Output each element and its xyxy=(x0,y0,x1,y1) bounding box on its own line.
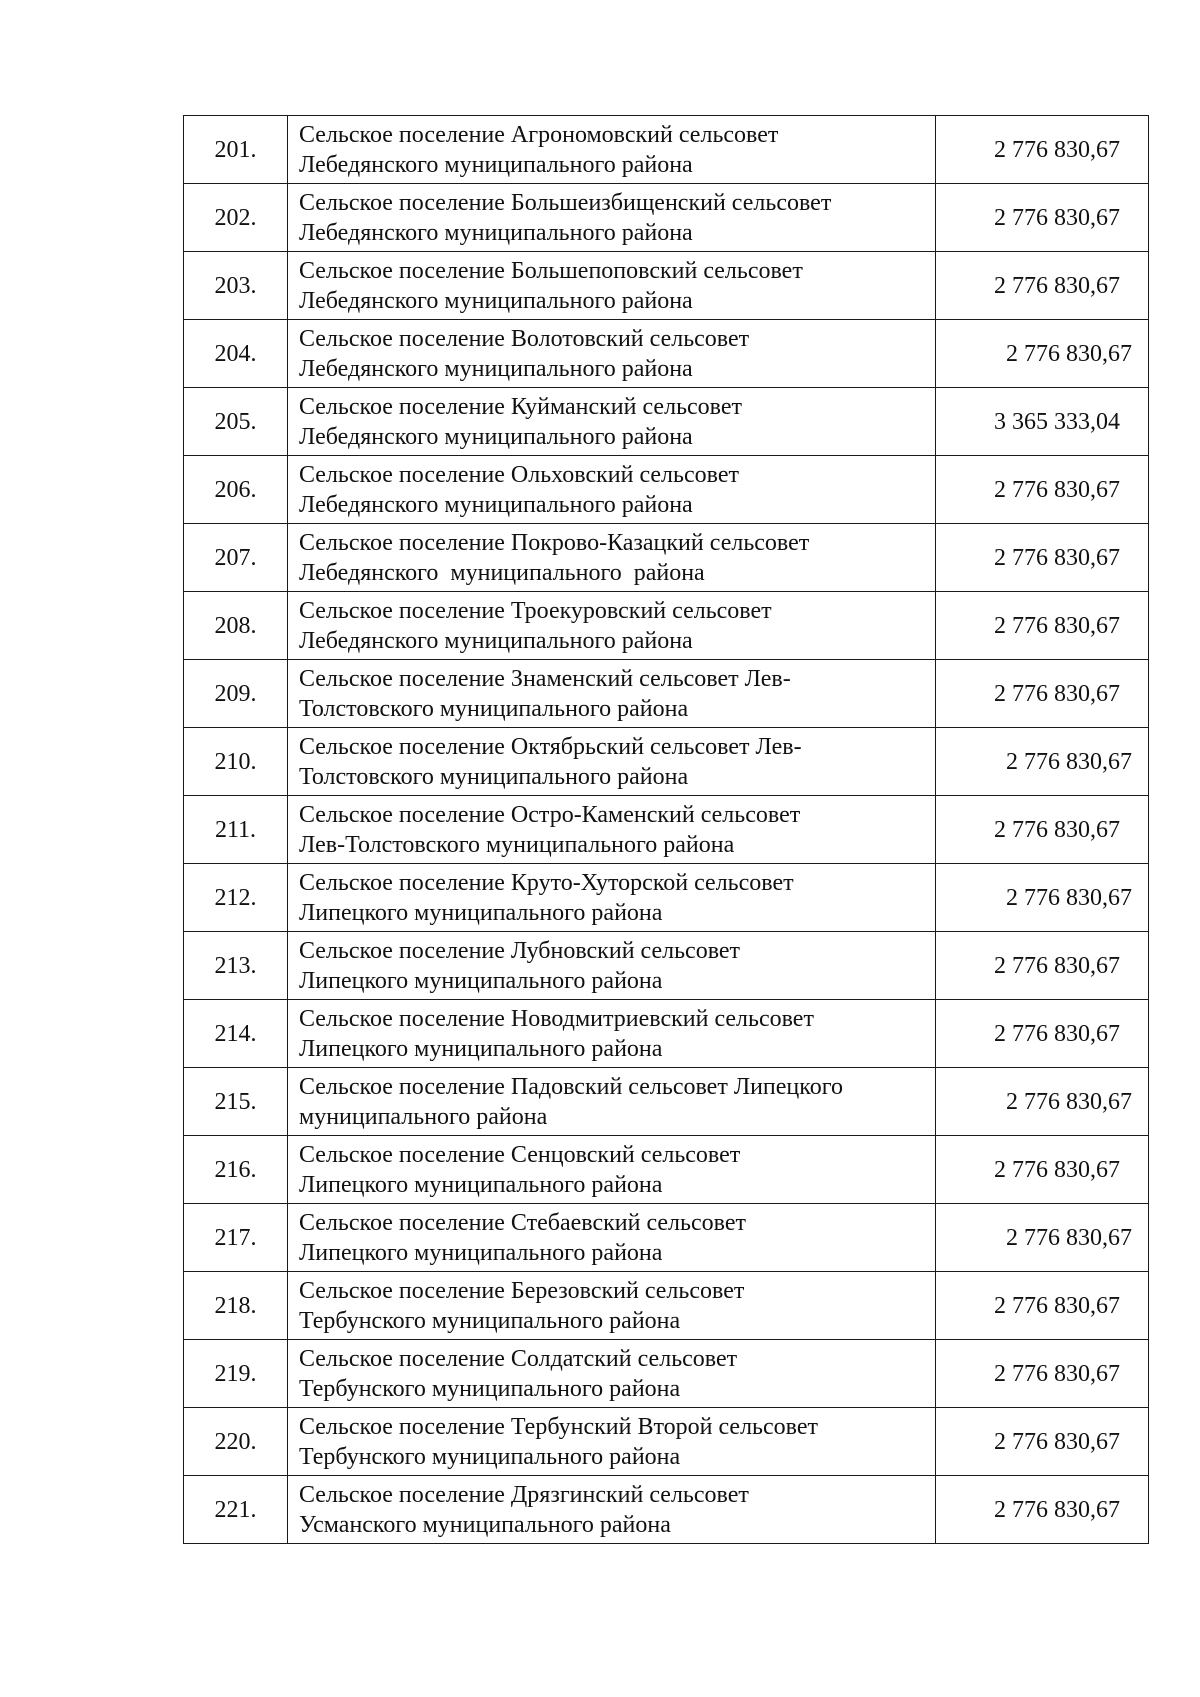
amount-value: 2 776 830,67 xyxy=(994,272,1120,299)
amount-value: 2 776 830,67 xyxy=(1006,1224,1132,1251)
row-number: 205. xyxy=(214,408,257,435)
settlement-name-line1: Сельское поселение Знаменский сельсовет Лев- xyxy=(299,665,791,692)
settlement-name-line1: Сельское поселение Сенцовский сельсовет xyxy=(299,1141,741,1168)
table-row xyxy=(184,184,1149,252)
row-number-cell xyxy=(184,1068,288,1136)
settlement-name-line1: Сельское поселение Покрово-Казацкий сельсовет xyxy=(299,529,810,556)
row-number: 201. xyxy=(214,136,257,163)
row-number: 203. xyxy=(214,272,257,299)
amount-cell xyxy=(936,1272,1149,1340)
amount-cell xyxy=(936,1204,1149,1272)
amount-value: 2 776 830,67 xyxy=(994,476,1120,503)
row-number-cell xyxy=(184,592,288,660)
row-number: 208. xyxy=(214,612,257,639)
amount-value: 2 776 830,67 xyxy=(994,544,1120,571)
settlement-name-line1: Сельское поселение Агрономовский сельсовет xyxy=(299,121,779,148)
amount-value: 2 776 830,67 xyxy=(994,1292,1120,1319)
row-number-cell xyxy=(184,320,288,388)
table-row xyxy=(184,796,1149,864)
amount-value: 2 776 830,67 xyxy=(1006,1088,1132,1115)
row-number-cell xyxy=(184,1136,288,1204)
row-number-cell xyxy=(184,796,288,864)
amount-cell xyxy=(936,728,1149,796)
row-number-cell xyxy=(184,388,288,456)
amount-value: 2 776 830,67 xyxy=(994,1496,1120,1523)
settlement-name-line1: Сельское поселение Куйманский сельсовет xyxy=(299,393,742,420)
table-row xyxy=(184,388,1149,456)
amount-value: 2 776 830,67 xyxy=(1006,340,1132,367)
settlement-name-line2: Тербунского муниципального района xyxy=(299,1443,681,1470)
settlement-name-line1: Сельское поселение Большепоповский сельсовет xyxy=(299,257,803,284)
table-row xyxy=(184,1136,1149,1204)
row-number: 206. xyxy=(214,476,257,503)
amount-cell xyxy=(936,864,1149,932)
amount-cell xyxy=(936,1068,1149,1136)
amount-cell xyxy=(936,1000,1149,1068)
row-number: 214. xyxy=(214,1020,257,1047)
amount-cell xyxy=(936,116,1149,184)
settlement-name-line1: Сельское поселение Лубновский сельсовет xyxy=(299,937,741,964)
settlement-name-cell xyxy=(288,796,936,864)
settlement-name-line1: Сельское поселение Ольховский сельсовет xyxy=(299,461,739,488)
row-number-cell xyxy=(184,1272,288,1340)
table-row xyxy=(184,1068,1149,1136)
row-number-cell xyxy=(184,456,288,524)
amount-cell xyxy=(936,524,1149,592)
table-row xyxy=(184,592,1149,660)
row-number: 207. xyxy=(214,544,257,571)
settlement-name-cell xyxy=(288,524,936,592)
amount-cell xyxy=(936,1340,1149,1408)
amount-cell xyxy=(936,320,1149,388)
amount-cell xyxy=(936,592,1149,660)
settlement-name-line2: Лебедянского муниципального района xyxy=(299,219,693,246)
row-number-cell xyxy=(184,1204,288,1272)
settlement-name-line2: муниципального района xyxy=(299,1103,548,1130)
row-number-cell xyxy=(184,728,288,796)
amount-value: 2 776 830,67 xyxy=(994,136,1120,163)
settlement-name-line2: Липецкого муниципального района xyxy=(299,1171,663,1198)
row-number-cell xyxy=(184,184,288,252)
amount-value: 2 776 830,67 xyxy=(994,816,1120,843)
table-row xyxy=(184,660,1149,728)
table-row xyxy=(184,252,1149,320)
amount-value: 2 776 830,67 xyxy=(994,1020,1120,1047)
settlement-name-cell xyxy=(288,1204,936,1272)
settlement-name-line2: Лебедянского муниципального района xyxy=(299,355,693,382)
row-number-cell xyxy=(184,1476,288,1544)
amount-value: 2 776 830,67 xyxy=(994,204,1120,231)
amount-value: 2 776 830,67 xyxy=(994,680,1120,707)
amount-value: 2 776 830,67 xyxy=(1006,748,1132,775)
settlement-name-line1: Сельское поселение Октябрьский сельсовет Лев- xyxy=(299,733,802,760)
amount-value: 2 776 830,67 xyxy=(994,612,1120,639)
settlement-name-line2: Лебедянского муниципального района xyxy=(299,151,693,178)
settlement-name-line1: Сельское поселение Новодмитриевский сельсовет xyxy=(299,1005,814,1032)
row-number: 212. xyxy=(214,884,257,911)
row-number: 218. xyxy=(214,1292,257,1319)
settlement-name-line1: Сельское поселение Волотовский сельсовет xyxy=(299,325,750,352)
settlement-name-line2: Лебедянского муниципального района xyxy=(299,491,693,518)
row-number: 215. xyxy=(214,1088,257,1115)
settlement-name-cell xyxy=(288,1136,936,1204)
settlement-name-line1: Сельское поселение Круто-Хуторской сельсовет xyxy=(299,869,794,896)
table-body xyxy=(184,116,1149,1544)
settlement-name-line1: Сельское поселение Большеизбищенский сельсовет xyxy=(299,189,832,216)
row-number-cell xyxy=(184,864,288,932)
row-number: 217. xyxy=(214,1224,257,1251)
settlement-name-cell xyxy=(288,864,936,932)
row-number: 202. xyxy=(214,204,257,231)
settlement-name-line2: Липецкого муниципального района xyxy=(299,1239,663,1266)
row-number-cell xyxy=(184,932,288,1000)
settlement-name-line2: Лев-Толстовского муниципального района xyxy=(299,831,735,858)
row-number: 221. xyxy=(214,1496,257,1523)
amount-cell xyxy=(936,1476,1149,1544)
table-row xyxy=(184,1408,1149,1476)
amount-value: 2 776 830,67 xyxy=(994,1360,1120,1387)
settlement-name-line1: Сельское поселение Дрязгинский сельсовет xyxy=(299,1481,749,1508)
settlement-name-cell xyxy=(288,1476,936,1544)
settlement-name-line2: Тербунского муниципального района xyxy=(299,1307,681,1334)
row-number-cell xyxy=(184,252,288,320)
amount-cell xyxy=(936,1136,1149,1204)
settlement-name-line1: Сельское поселение Падовский сельсовет Липецкого xyxy=(299,1073,843,1100)
settlement-name-cell xyxy=(288,252,936,320)
amount-value: 2 776 830,67 xyxy=(994,1156,1120,1183)
table-row xyxy=(184,1476,1149,1544)
amount-value: 2 776 830,67 xyxy=(994,952,1120,979)
settlement-name-cell xyxy=(288,388,936,456)
settlement-name-cell xyxy=(288,456,936,524)
table-row xyxy=(184,1272,1149,1340)
settlement-name-line2: Лебедянского муниципального района xyxy=(299,627,693,654)
row-number-cell xyxy=(184,1408,288,1476)
settlement-name-cell xyxy=(288,932,936,1000)
row-number-cell xyxy=(184,1340,288,1408)
settlement-name-line1: Сельское поселение Стебаевский сельсовет xyxy=(299,1209,746,1236)
table-row xyxy=(184,932,1149,1000)
amount-value: 2 776 830,67 xyxy=(1006,884,1132,911)
amount-cell xyxy=(936,456,1149,524)
amount-cell xyxy=(936,660,1149,728)
amount-cell xyxy=(936,252,1149,320)
settlement-name-line2: Толстовского муниципального района xyxy=(299,763,689,790)
settlement-name-line2: Толстовского муниципального района xyxy=(299,695,689,722)
table-row xyxy=(184,116,1149,184)
table-row xyxy=(184,524,1149,592)
row-number: 204. xyxy=(214,340,257,367)
settlement-name-cell xyxy=(288,1340,936,1408)
table-row xyxy=(184,728,1149,796)
row-number-cell xyxy=(184,116,288,184)
settlement-name-line2: Липецкого муниципального района xyxy=(299,899,663,926)
settlement-name-line1: Сельское поселение Березовский сельсовет xyxy=(299,1277,745,1304)
row-number: 211. xyxy=(214,816,257,843)
settlement-name-line2: Лебедянского муниципального района xyxy=(299,287,693,314)
settlement-name-cell xyxy=(288,1408,936,1476)
settlement-name-cell xyxy=(288,1000,936,1068)
settlement-name-cell xyxy=(288,184,936,252)
table-row xyxy=(184,1340,1149,1408)
settlement-name-line2: Липецкого муниципального района xyxy=(299,967,663,994)
settlement-name-cell xyxy=(288,660,936,728)
settlement-name-line2: Усманского муниципального района xyxy=(299,1511,671,1538)
allocation-table xyxy=(183,115,1149,1544)
row-number-cell xyxy=(184,524,288,592)
row-number: 219. xyxy=(214,1360,257,1387)
table-row xyxy=(184,1204,1149,1272)
amount-cell xyxy=(936,932,1149,1000)
amount-cell xyxy=(936,184,1149,252)
settlement-name-line1: Сельское поселение Троекуровский сельсовет xyxy=(299,597,772,624)
table-row xyxy=(184,864,1149,932)
amount-value: 2 776 830,67 xyxy=(994,1428,1120,1455)
row-number: 213. xyxy=(214,952,257,979)
table-row xyxy=(184,1000,1149,1068)
settlement-name-line2: Лебедянского муниципального района xyxy=(299,559,705,586)
settlement-name-cell xyxy=(288,1272,936,1340)
amount-cell xyxy=(936,1408,1149,1476)
row-number: 220. xyxy=(214,1428,257,1455)
amount-cell xyxy=(936,388,1149,456)
settlement-name-cell xyxy=(288,1068,936,1136)
settlement-name-cell xyxy=(288,592,936,660)
row-number: 210. xyxy=(214,748,257,775)
table-row xyxy=(184,456,1149,524)
row-number: 216. xyxy=(214,1156,257,1183)
row-number-cell xyxy=(184,660,288,728)
settlement-name-line1: Сельское поселение Солдатский сельсовет xyxy=(299,1345,738,1372)
row-number: 209. xyxy=(214,680,257,707)
table-row xyxy=(184,320,1149,388)
row-number-cell xyxy=(184,1000,288,1068)
settlement-name-line1: Сельское поселение Остро-Каменский сельсовет xyxy=(299,801,801,828)
settlement-name-cell xyxy=(288,116,936,184)
settlement-name-line2: Тербунского муниципального района xyxy=(299,1375,681,1402)
amount-value: 3 365 333,04 xyxy=(994,408,1120,435)
settlement-name-cell xyxy=(288,320,936,388)
amount-cell xyxy=(936,796,1149,864)
settlement-name-line2: Липецкого муниципального района xyxy=(299,1035,663,1062)
settlement-name-line1: Сельское поселение Тербунский Второй сельсовет xyxy=(299,1413,818,1440)
settlement-name-line2: Лебедянского муниципального района xyxy=(299,423,693,450)
settlement-name-cell xyxy=(288,728,936,796)
